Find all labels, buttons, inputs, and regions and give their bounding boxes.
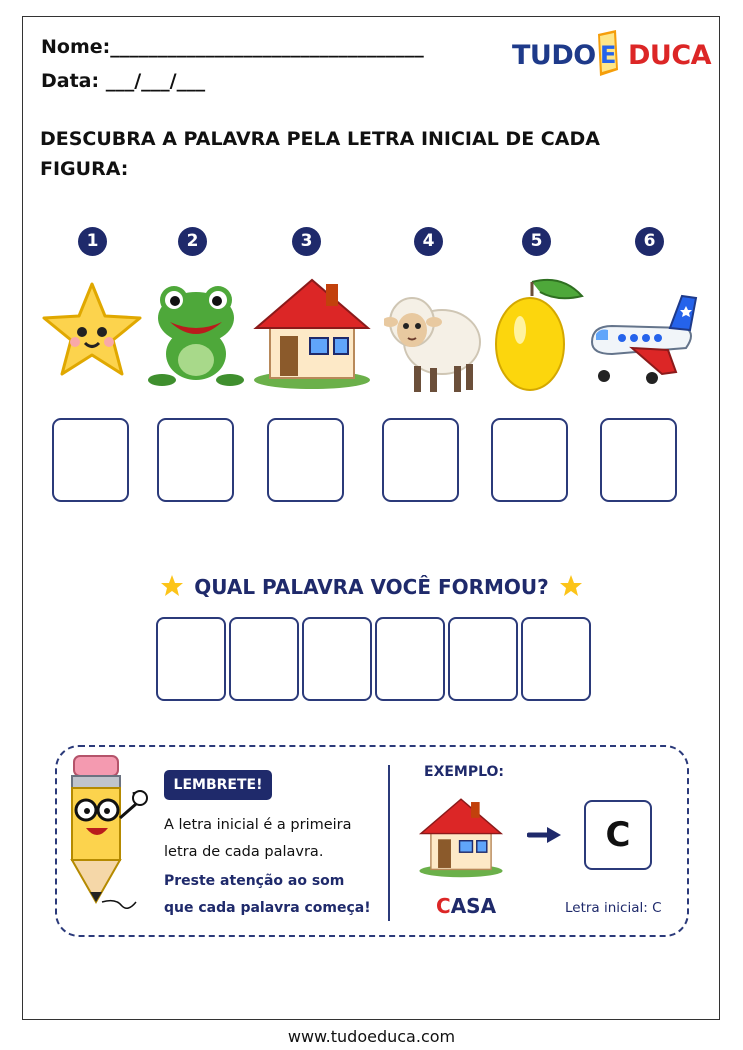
letter-box-4[interactable] xyxy=(382,418,459,502)
airplane-icon xyxy=(582,292,702,392)
footer-url[interactable]: www.tudoeduca.com xyxy=(287,1027,456,1046)
reminder-line-3: Preste atenção ao som xyxy=(164,873,345,889)
example-word xyxy=(436,894,496,918)
word-box-4[interactable] xyxy=(375,617,445,701)
example-word-initial: C xyxy=(436,894,451,918)
initial-letter-caption: Letra inicial: C xyxy=(565,900,662,916)
figure-number-2: 2 xyxy=(178,227,207,256)
word-box-1[interactable] xyxy=(156,617,226,701)
sheep-icon xyxy=(384,278,484,398)
exercise-title: DESCUBRA A PALAVRA PELA LETRA INICIAL DE CADA FIGURA: xyxy=(40,128,600,180)
figure-number-5: 5 xyxy=(522,227,551,256)
letter-box-1[interactable] xyxy=(52,418,129,502)
letter-box-5[interactable] xyxy=(491,418,568,502)
example-label: EXEMPLO: xyxy=(424,764,505,780)
figure-number-6: 6 xyxy=(635,227,664,256)
figure-number-1: 1 xyxy=(78,227,107,256)
logo-text-duca: DUCA xyxy=(628,40,712,71)
lemon-icon xyxy=(492,274,584,394)
panel-divider xyxy=(388,765,390,921)
date-field-label: Data: ___/___/___ xyxy=(41,70,206,92)
word-box-5[interactable] xyxy=(448,617,518,701)
reminder-line-4: que cada palavra começa! xyxy=(164,900,371,916)
figure-number-4: 4 xyxy=(414,227,443,256)
house-icon xyxy=(418,792,504,878)
star-icon xyxy=(559,574,583,598)
frog-icon xyxy=(148,282,244,388)
star-icon xyxy=(160,574,184,598)
reminder-tip xyxy=(164,868,371,922)
letter-box-3[interactable] xyxy=(267,418,344,502)
pencil-mascot-icon xyxy=(62,752,162,912)
name-field-label: Nome:_________________________________ xyxy=(41,36,424,58)
figure-number-3: 3 xyxy=(292,227,321,256)
reminder-badge: LEMBRETE! xyxy=(164,770,272,800)
letter-box-2[interactable] xyxy=(157,418,234,502)
star-icon xyxy=(40,280,144,380)
tudoeduca-logo xyxy=(508,28,720,78)
logo-text-tudo: TUDO xyxy=(512,40,596,71)
word-box-3[interactable] xyxy=(302,617,372,701)
word-box-6[interactable] xyxy=(521,617,591,701)
reminder-text xyxy=(164,812,352,866)
reminder-line-2: letra de cada palavra. xyxy=(164,844,324,860)
reminder-line-1: A letra inicial é a primeira xyxy=(164,817,352,833)
house-icon xyxy=(252,270,372,390)
logo-letter-e: E xyxy=(600,41,616,69)
word-box-2[interactable] xyxy=(229,617,299,701)
example-word-rest: ASA xyxy=(450,894,497,918)
letter-box-6[interactable] xyxy=(600,418,677,502)
question-text: QUAL PALAVRA VOCÊ FORMOU? xyxy=(194,575,549,599)
book-e-icon xyxy=(594,30,624,76)
question-heading xyxy=(0,574,743,599)
example-letter-box: C xyxy=(584,800,652,870)
arrow-right-icon xyxy=(527,825,563,845)
